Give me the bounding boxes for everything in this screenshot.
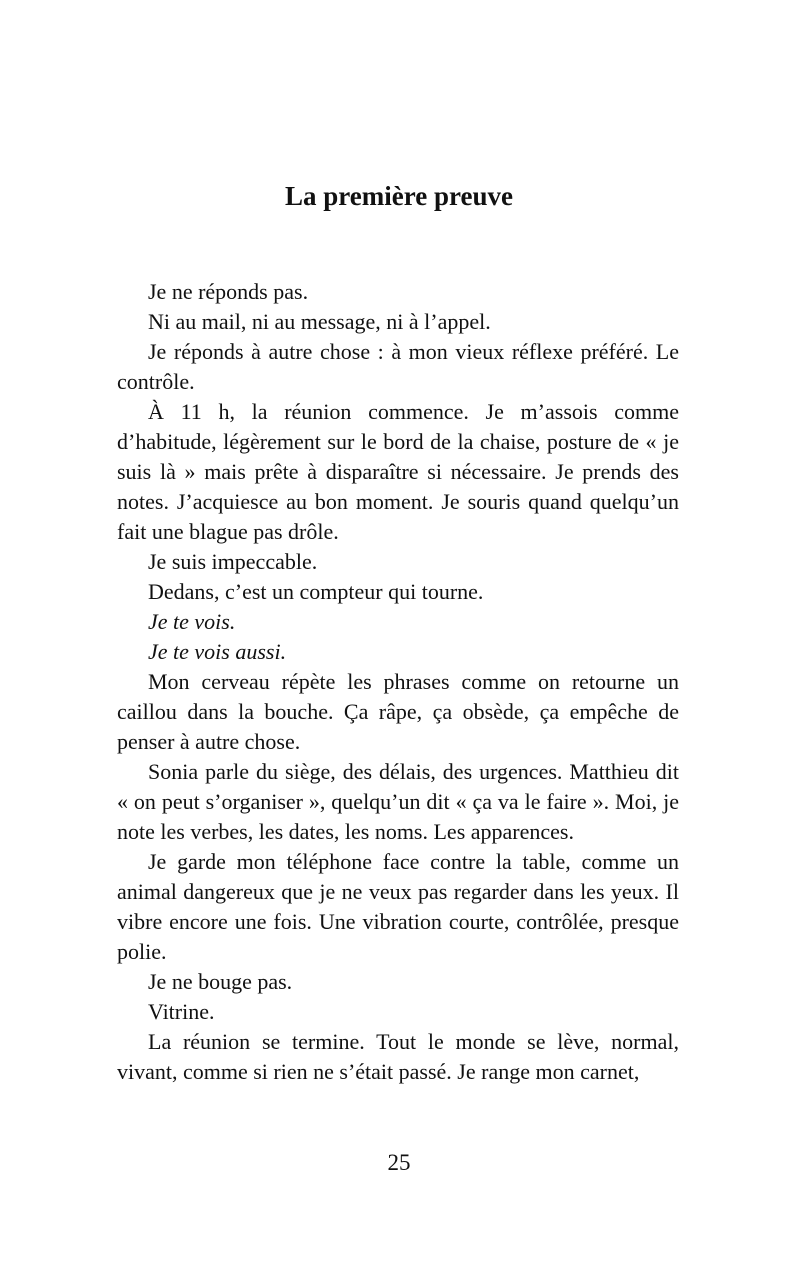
- paragraph: La réunion se termine. Tout le monde se lève, normal, vivant, comme si rien ne s’était passé. Je range mon carnet,: [117, 1029, 679, 1084]
- page-number: 25: [387, 1150, 411, 1175]
- paragraph: Je garde mon téléphone face contre la table, comme un animal dangereux que je ne veux pas regarder dans les yeux. Il vibre encore une fois. Une vibration courte, contrôlée, presque polie.: [117, 849, 679, 964]
- paragraph: Je réponds à autre chose : à mon vieux réflexe préféré. Le contrôle.: [117, 339, 679, 394]
- paragraph: Mon cerveau répète les phrases comme on retourne un caillou dans la bouche. Ça râpe, ça obsède, ça empêche de penser à autre chose.: [117, 669, 679, 754]
- paragraph: Je te vois.: [148, 609, 236, 634]
- paragraph: Je ne bouge pas.: [148, 969, 293, 994]
- paragraph: Je te vois aussi.: [148, 639, 287, 664]
- paragraph: Dedans, c’est un compteur qui tourne.: [148, 579, 484, 604]
- paragraph: Sonia parle du siège, des délais, des urgences. Matthieu dit « on peut s’organiser », quelqu’un dit « ça va le faire ». Moi, je note les verbes, les dates, les noms. Les apparences.: [117, 759, 679, 844]
- paragraph: À 11 h, la réunion commence. Je m’assois comme d’habitude, légèrement sur le bord de la chaise, posture de « je suis là » mais prête à disparaître si nécessaire. Je prends des notes. J’acquiesce au bon moment. Je souris quand quelqu’un fait une blague pas drôle.: [117, 399, 679, 544]
- chapter-body: [117, 277, 679, 1087]
- paragraph: Je suis impeccable.: [148, 549, 318, 574]
- chapter-title: La première preuve: [285, 181, 513, 211]
- paragraph: Vitrine.: [148, 999, 215, 1024]
- paragraph: Je ne réponds pas.: [148, 279, 309, 304]
- paragraph: Ni au mail, ni au message, ni à l’appel.: [148, 309, 491, 334]
